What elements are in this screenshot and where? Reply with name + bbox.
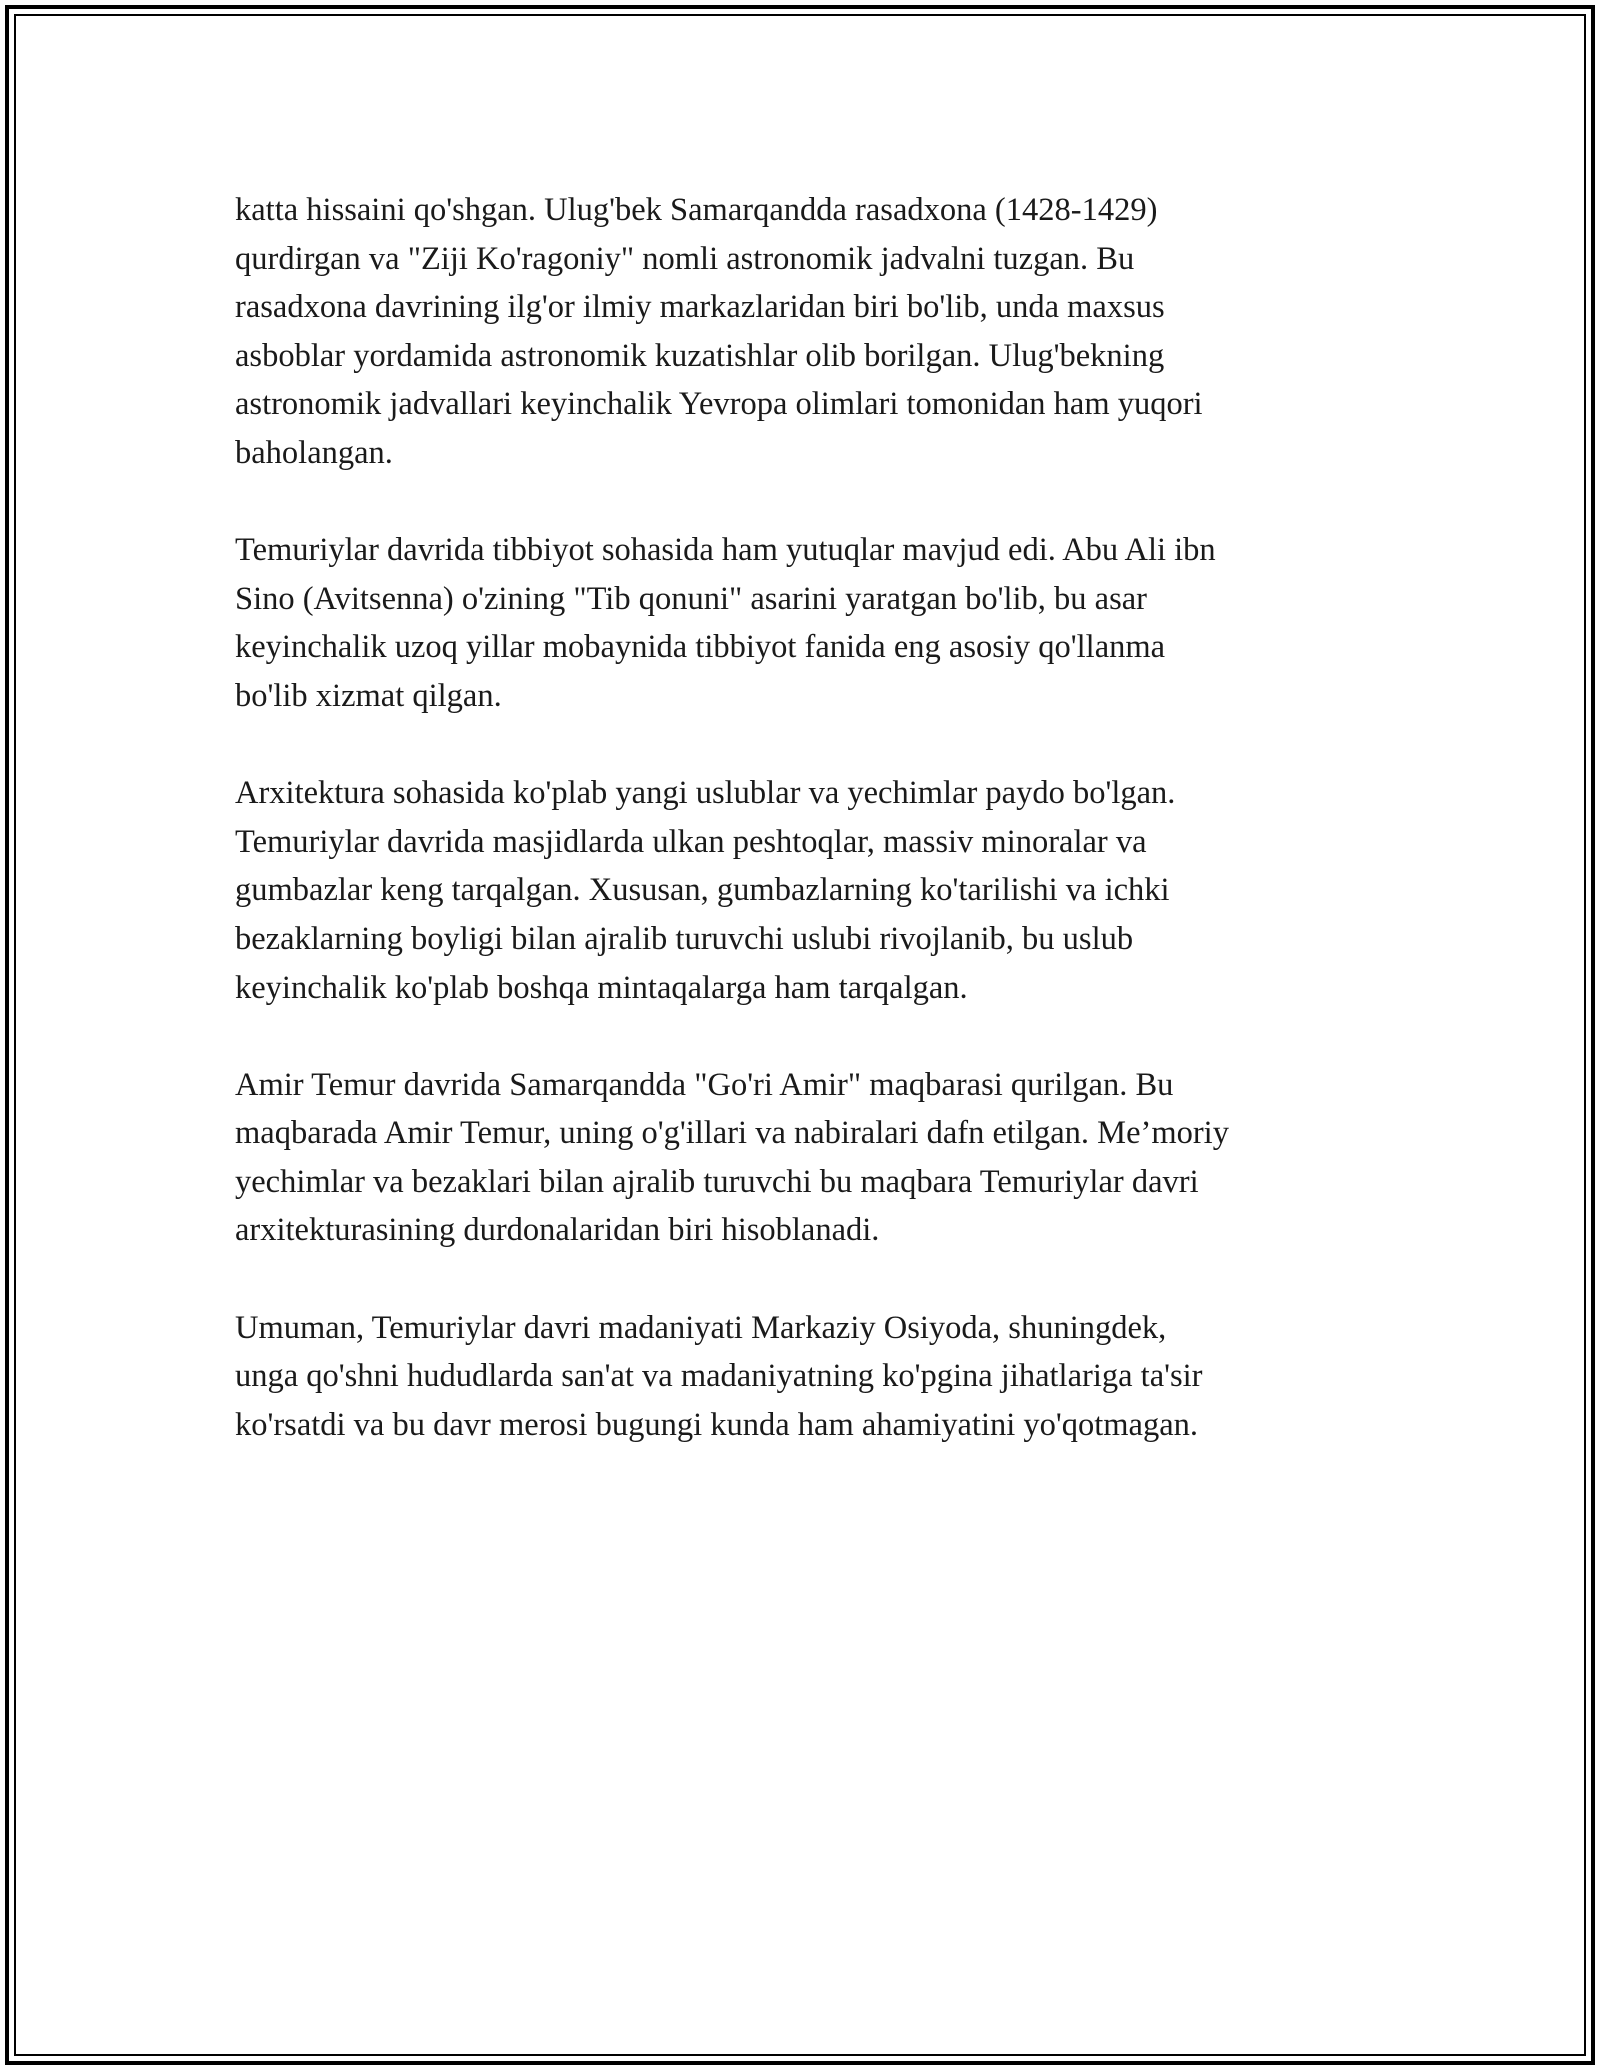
paragraph-gur-emir: Amir Temur davrida Samarqandda "Go'ri Amir" maqbarasi qurilgan. Bu maqbarada Amir Temur, uning o'g'illari va nabiralari dafn etilgan. Me’moriy yechimlar va bezaklari bilan ajralib turuvchi bu maqbara Temuriylar davri arxitekturasining durdonalaridan biri hisoblanadi. <box>235 1066 1229 1249</box>
paragraph-ulugbek-observatory: katta hissaini qo'shgan. Ulug'bek Samarqandda rasadxona (1428-1429) qurdirgan va "Ziji Ko'ragoniy" nomli astronomik jadvalni tuzgan. Bu rasadxona davrining ilg'or ilmiy markazlaridan biri bo'lib, unda maxsus asboblar yordamida astronomik kuzatishlar olib borilgan. Ulug'bekning astronomik jadvallari keyinchalik Yevropa olimlari tomonidan ham yuqori baholangan. <box>235 192 1203 471</box>
paragraph-medicine: Temuriylar davrida tibbiyot sohasida ham yutuqlar mavjud edi. Abu Ali ibn Sino (Avitsenna) o'zining "Tib qonuni" asarini yaratgan bo'lib, bu asar keyinchalik uzoq yillar mobaynida tibbiyot fanida eng asosiy qo'llanma bo'lib xizmat qilgan. <box>235 532 1216 714</box>
paragraph-conclusion: Umuman, Temuriylar davri madaniyati Markaziy Osiyoda, shuningdek, unga qo'shni hududlarda san'at va madaniyatning ko'pgina jihatlariga ta'sir ko'rsatdi va bu davr merosi bugungi kunda ham ahamiyatini yo'qotmagan. <box>235 1309 1203 1443</box>
paragraph-architecture: Arxitektura sohasida ko'plab yangi uslublar va yechimlar paydo bo'lgan. Temuriylar davrida masjidlarda ulkan peshtoqlar, massiv minoralar va gumbazlar keng tarqalgan. Xususan, gumbazlarning ko'tarilishi va ichki bezaklarning boyligi bilan ajralib turuvchi uslubi rivojlanib, bu uslub keyinchalik ko'plab boshqa mintaqalarga ham tarqalgan. <box>235 775 1176 1006</box>
document-body <box>235 186 1385 1498</box>
